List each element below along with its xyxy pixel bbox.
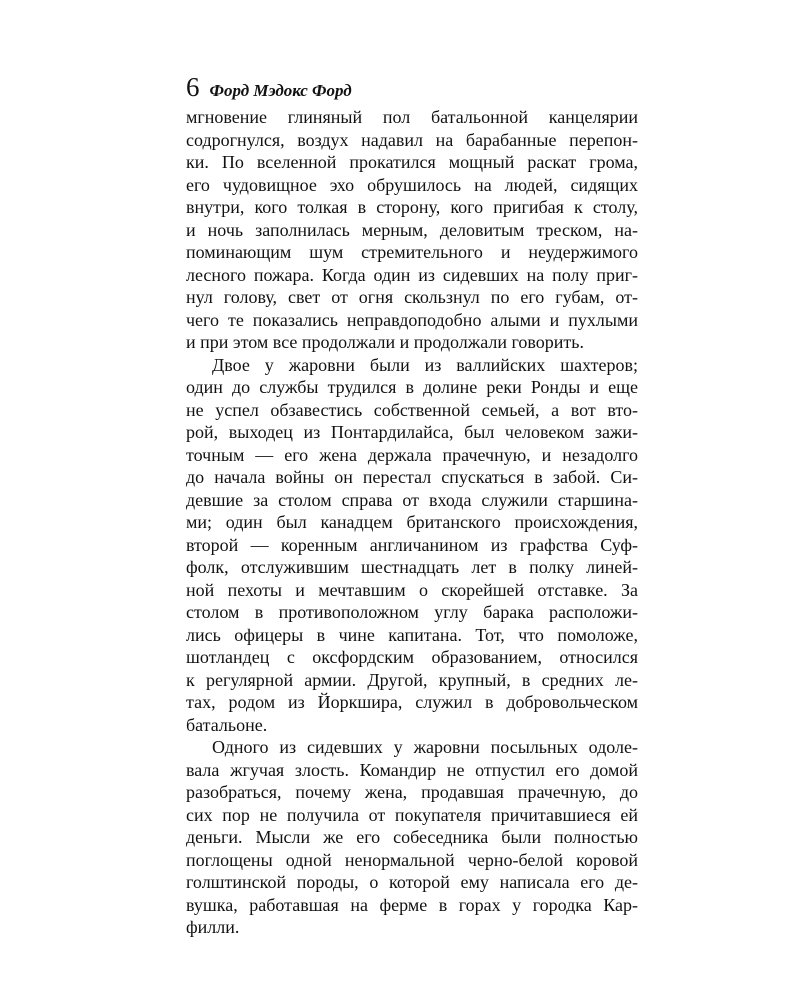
text-line: и ночь заполнилась мерным, деловитым треском, на- xyxy=(186,219,638,240)
text-line: один до службы трудился в долине реки Ронды и еще xyxy=(186,377,638,397)
page-number: 6 xyxy=(186,72,200,102)
text-line: поглощены одной ненормальной черно-белой коровой xyxy=(186,849,638,870)
text-line: батальоне. xyxy=(186,714,268,735)
text-line: мгновение глиняный пол батальонной канцелярии xyxy=(186,107,638,127)
text-line: вушка, работавшая на ферме в горах у городка Кар- xyxy=(186,894,638,915)
text-line: лись офицеры в чине капитана. Тот, что помоложе, xyxy=(186,624,638,645)
text-line: ной пехоты и мечтавшим о скорейшей отставке. За xyxy=(186,579,638,600)
body-text xyxy=(186,106,638,939)
text-line: столом в противоположном углу барака расположи- xyxy=(186,602,638,622)
text-line: второй — коренным англичанином из графства Суф- xyxy=(186,534,638,555)
text-line: его чудовищное эхо обрушилось на людей, сидящих xyxy=(186,174,638,195)
text-line: до начала войны он перестал спускаться в забой. Си- xyxy=(186,467,638,487)
text-line: тах, родом из Йоркшира, служил в добровольческом xyxy=(186,692,638,712)
text-line: девшие за столом справа от входа служили старшина- xyxy=(186,489,638,510)
paragraph xyxy=(186,736,638,939)
text-line: ки. По вселенной прокатился мощный раскат грома, xyxy=(186,152,638,172)
text-line: и при этом все продолжали и продолжали говорить. xyxy=(186,332,584,352)
text-line: поминающим шум стремительного и неудержимого xyxy=(186,242,638,262)
text-line: филли. xyxy=(186,917,240,937)
text-line: голштинской породы, о которой ему написала его де- xyxy=(186,872,638,892)
text-line: Одного из сидевших у жаровни посыльных одоле- xyxy=(212,737,638,757)
text-line: шотландец с оксфордским образованием, относился xyxy=(186,647,638,667)
author-running-title: Форд Мэдокс Форд xyxy=(209,81,352,100)
text-line: вала жгучая злость. Командир не отпустил его домой xyxy=(186,759,638,780)
text-line: не успел обзавестись собственной семьей, а вот вто- xyxy=(186,399,638,420)
text-line: рой, выходец из Понтардилайса, был человеком зажи- xyxy=(186,422,638,442)
text-line: разобраться, почему жена, продавшая прачечную, до xyxy=(186,782,638,802)
text-line: фолк, отслужившим шестнадцать лет в полку линей- xyxy=(186,557,638,577)
text-line: ми; один был канадцем британского происхождения, xyxy=(186,512,638,532)
paragraph xyxy=(186,106,638,354)
text-line: Двое у жаровни были из валлийских шахтеров; xyxy=(212,354,638,375)
text-line: внутри, кого толкая в сторону, кого пригибая к столу, xyxy=(186,197,638,217)
text-line: чего те показались неправдоподобно алыми и пухлыми xyxy=(186,309,638,330)
running-head xyxy=(186,72,638,102)
text-line: деньги. Мысли же его собеседника были полностью xyxy=(186,827,638,847)
text-line: сих пор не получила от покупателя причитавшиеся ей xyxy=(186,804,638,825)
text-line: лесного пожара. Когда один из сидевших на полу приг- xyxy=(186,264,638,285)
paragraph xyxy=(186,354,638,737)
text-line: нул голову, свет от огня скользнул по его губам, от- xyxy=(186,287,638,307)
book-page xyxy=(186,72,638,939)
text-line: точным — его жена держала прачечную, и незадолго xyxy=(186,444,638,465)
text-line: содрогнулся, воздух надавил на барабанные перепон- xyxy=(186,129,638,150)
text-line: к регулярной армии. Другой, крупный, в средних ле- xyxy=(186,669,638,690)
